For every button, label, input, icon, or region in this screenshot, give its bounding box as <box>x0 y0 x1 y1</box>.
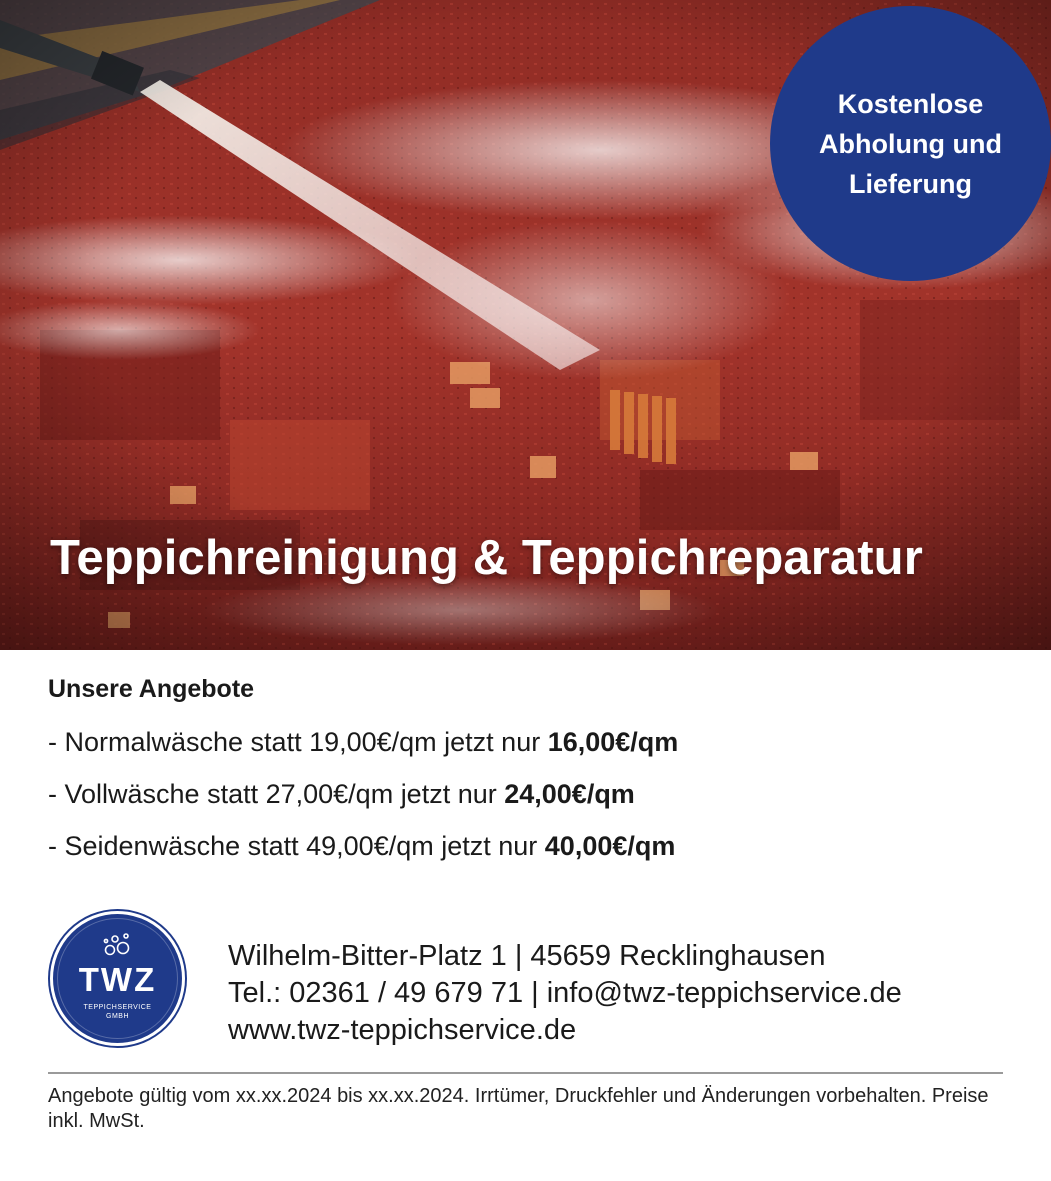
offer-price: 40,00€/qm <box>544 831 676 861</box>
logo-letters: TWZ <box>78 961 157 998</box>
offer-text: - Seidenwäsche statt 49,00€/qm jetzt nur <box>48 831 545 861</box>
offers-heading: Unsere Angebote <box>48 675 255 703</box>
contact-block <box>228 938 902 1049</box>
offer-item-seidenwaesche <box>48 830 1008 882</box>
offer-text: - Normalwäsche statt 19,00€/qm jetzt nur <box>48 727 548 757</box>
logo-subline-2: GMBH <box>106 1013 129 1020</box>
disclaimer-text: Angebote gültig vom xx.xx.2024 bis xx.xx.2024. Irrtümer, Druckfehler und Änderungen vorbehalten. Preise inkl. MwSt. <box>48 1085 989 1132</box>
offer-price: 16,00€/qm <box>547 727 679 757</box>
offers-section <box>48 672 1008 882</box>
offer-list <box>48 726 1008 882</box>
contact-phone-email: Tel.: 02361 / 49 679 71 | info@twz-teppichservice.de <box>228 977 902 1009</box>
offer-item-normalwaesche <box>48 726 1008 778</box>
contact-address: Wilhelm-Bitter-Platz 1 | 45659 Recklinghausen <box>228 940 826 972</box>
free-pickup-badge <box>770 6 1051 281</box>
offer-price: 24,00€/qm <box>504 779 635 809</box>
logo-subline-1: TEPPICHSERVICE <box>83 1004 152 1011</box>
footer-divider <box>48 1072 1003 1074</box>
twz-logo <box>50 911 185 1046</box>
hero-title: Teppichreinigung & Teppichreparatur <box>50 531 923 585</box>
offer-item-vollwaesche <box>48 778 1008 830</box>
offer-text: - Vollwäsche statt 27,00€/qm jetzt nur <box>48 779 505 809</box>
contact-website: www.twz-teppichservice.de <box>228 1014 577 1046</box>
badge-text: Kostenlose Abholung und Lieferung <box>819 88 1002 199</box>
